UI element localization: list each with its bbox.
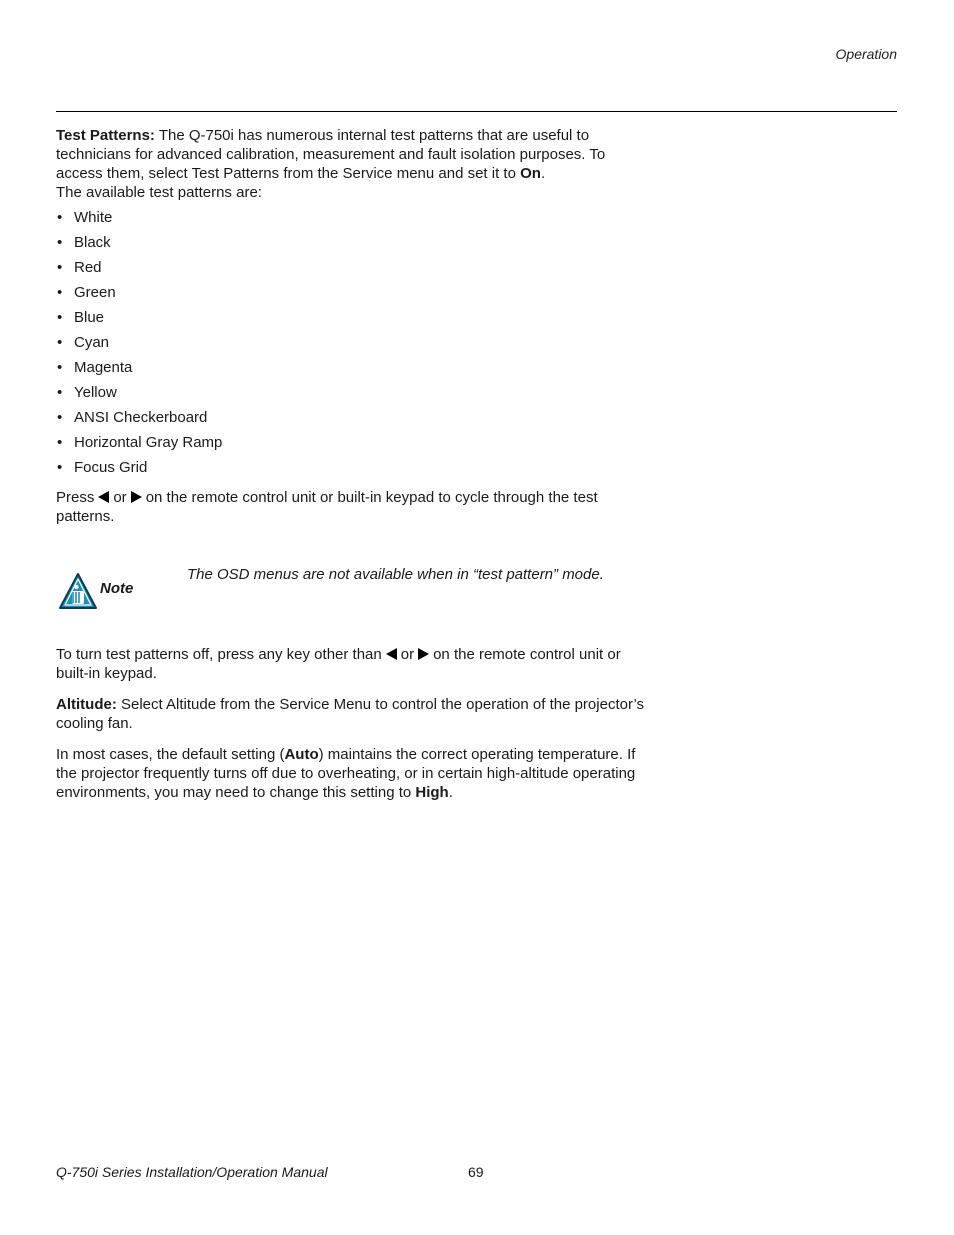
- left-arrow-icon: [386, 648, 397, 660]
- running-header: Operation: [835, 46, 897, 62]
- note-pointer-icon: [58, 572, 98, 610]
- high-setting: High: [415, 784, 449, 801]
- test-patterns-heading: Test Patterns:: [56, 127, 155, 144]
- pattern-list: [56, 208, 656, 483]
- altitude-paragraph: Altitude: Select Altitude from the Service Menu to control the operation of the projector’s cooling fan.: [56, 696, 645, 732]
- right-arrow-icon: [418, 648, 429, 660]
- right-arrow-icon: [131, 491, 142, 503]
- list-item: • ANSI Checkerboard: [57, 409, 208, 426]
- altitude-heading: Altitude:: [56, 696, 117, 713]
- default-setting-paragraph: In most cases, the default setting (Auto) maintains the correct operating temperature. If the projector frequently turns off due to overheating, or in certain high-altitude operating environments, you may need to change this setting to High.: [56, 746, 636, 801]
- list-item: • Black: [57, 234, 111, 251]
- note-box: [56, 564, 756, 614]
- footer-manual-title: Q-750i Series Installation/Operation Manual: [56, 1164, 328, 1180]
- test-patterns-paragraph: Test Patterns: The Q-750i has numerous internal test patterns that are useful to technicians for advanced calibration, measurement and fault isolation purposes. To access them, select Test Patterns from the Service menu and set it to On.: [56, 127, 606, 182]
- list-item: • Focus Grid: [57, 459, 148, 476]
- note-text: The OSD menus are not available when in “test pattern” mode.: [187, 566, 604, 583]
- test-patterns-text: The Q-750i has numerous internal test patterns that are useful to technicians for advanced calibration, measurement and fault isolation purposes. To access them, select Test Patterns from the Service menu and set it to: [56, 127, 606, 182]
- list-item: • Magenta: [57, 359, 133, 376]
- header-rule: [56, 111, 897, 112]
- list-item: • Cyan: [57, 334, 110, 351]
- list-item: • Red: [57, 259, 102, 276]
- turn-off-paragraph: To turn test patterns off, press any key other than or on the remote control unit or built-in keypad.: [56, 646, 621, 682]
- page-number: 69: [468, 1164, 484, 1180]
- auto-setting: Auto: [284, 746, 319, 763]
- on-setting: On: [520, 165, 541, 182]
- available-intro: The available test patterns are:: [56, 184, 262, 201]
- list-item: • Blue: [57, 309, 105, 326]
- main-content: [56, 126, 656, 526]
- press-paragraph: Press or on the remote control unit or built-in keypad to cycle through the test patterns.: [56, 489, 598, 525]
- list-item: • Green: [57, 284, 116, 301]
- secondary-content: [56, 645, 656, 802]
- list-item: • Horizontal Gray Ramp: [57, 434, 223, 451]
- note-label: Note: [100, 580, 134, 597]
- list-item: • Yellow: [57, 384, 117, 401]
- left-arrow-icon: [98, 491, 109, 503]
- list-item: • White: [57, 209, 113, 226]
